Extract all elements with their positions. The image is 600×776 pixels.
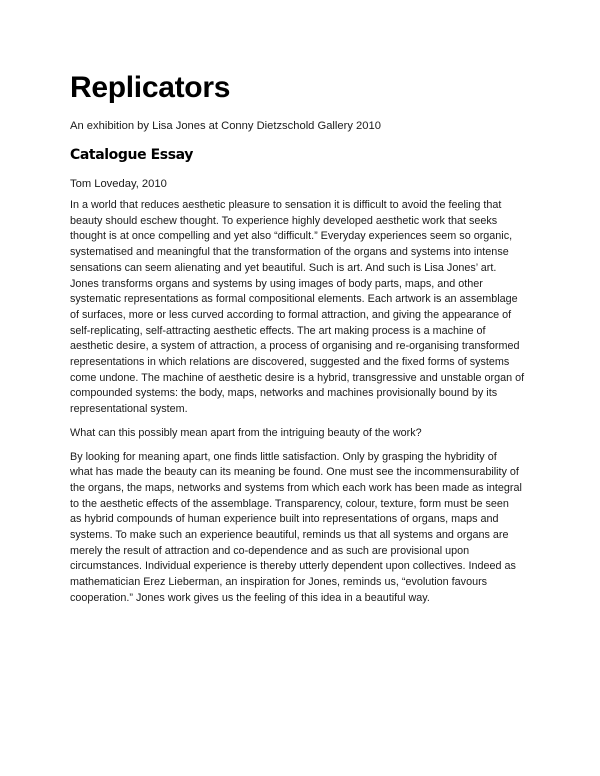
paragraph-line: representations in which relations are discovered, suggested and the fixed forms of systems xyxy=(70,356,510,369)
paragraph-line: By looking for meaning apart, one finds little satisfaction. Only by grasping the hybridity of xyxy=(70,450,497,463)
paragraph-line: what has made the beauty can its meaning be found. One must see the incommensurability of xyxy=(70,466,519,479)
paragraph-line: circumstances. Individual experience is thereby utterly dependent upon collectives. Indeed as xyxy=(70,560,516,573)
paragraph-line: What can this possibly mean apart from the intriguing beauty of the work? xyxy=(70,426,422,439)
paragraph-line: beauty should eschew thought. To experience highly developed aesthetic work that seeks xyxy=(70,214,498,227)
paragraph-line: systematic representations as formal compositional elements. Each artwork is an assemblage xyxy=(70,293,518,306)
section-heading: Catalogue Essay xyxy=(70,147,194,163)
paragraph-line: sensations can seem alienating and yet beautiful. Such is art. And such is Lisa Jones’ art. xyxy=(70,261,497,274)
essay-paragraph xyxy=(70,426,536,442)
paragraph-line: aesthetic desire, a system of attraction, a process of organising and re-organising transformed xyxy=(70,340,520,353)
paragraph-line: to the aesthetic effects of the assemblage. Transparency, colour, texture, form must be seen xyxy=(70,497,509,510)
essay-body xyxy=(70,198,536,615)
paragraph-line: cooperation.” Jones work gives us the feeling of this idea in a beautiful way. xyxy=(70,591,430,604)
paragraph-line: systematised and meaningful that the transformation of the organs and systems into intense xyxy=(70,246,509,259)
paragraph-line: thought is at once compelling and yet also “difficult.” Everyday experiences seem so organic, xyxy=(70,230,513,243)
paragraph-line: compounded systems: the body, maps, networks and machines provisionally bound by its xyxy=(70,387,498,400)
paragraph-line: come undone. The machine of aesthetic desire is a hybrid, transgressive and unstable organ of xyxy=(70,371,525,384)
paragraph-line: representational system. xyxy=(70,403,188,416)
paragraph-line: the organs, the maps, networks and systems from which each work has been made as integral xyxy=(70,481,522,494)
paragraph-line: systems. To make such an experience beautiful, reminds us that all systems and organs are xyxy=(70,529,509,542)
paragraph-line: Jones transforms organs and systems by using images of body parts, maps, and other xyxy=(70,277,483,290)
page-title: Replicators xyxy=(70,71,231,104)
paragraph-line: mathematician Erez Lieberman, an inspiration for Jones, reminds us, “evolution favours xyxy=(70,576,488,589)
paragraph-line: In a world that reduces aesthetic pleasure to sensation it is difficult to avoid the feeling that xyxy=(70,199,502,211)
essay-paragraph xyxy=(70,450,536,607)
exhibition-subtitle: An exhibition by Lisa Jones at Conny Dietzschold Gallery 2010 xyxy=(70,120,381,132)
paragraph-line: merely the result of attraction and co-dependence and as such are provisional upon xyxy=(70,544,470,557)
author-line: Tom Loveday, 2010 xyxy=(70,178,167,190)
paragraph-line: of surfaces, more or less curved according to formal attraction, and giving the appearance of xyxy=(70,308,512,321)
paragraph-line: self-replicating, self-attracting aesthetic effects. The art making process is a machine of xyxy=(70,324,486,337)
essay-paragraph xyxy=(70,198,536,418)
paragraph-line: as hybrid compounds of human experience built into representations of organs, maps and xyxy=(70,513,499,526)
